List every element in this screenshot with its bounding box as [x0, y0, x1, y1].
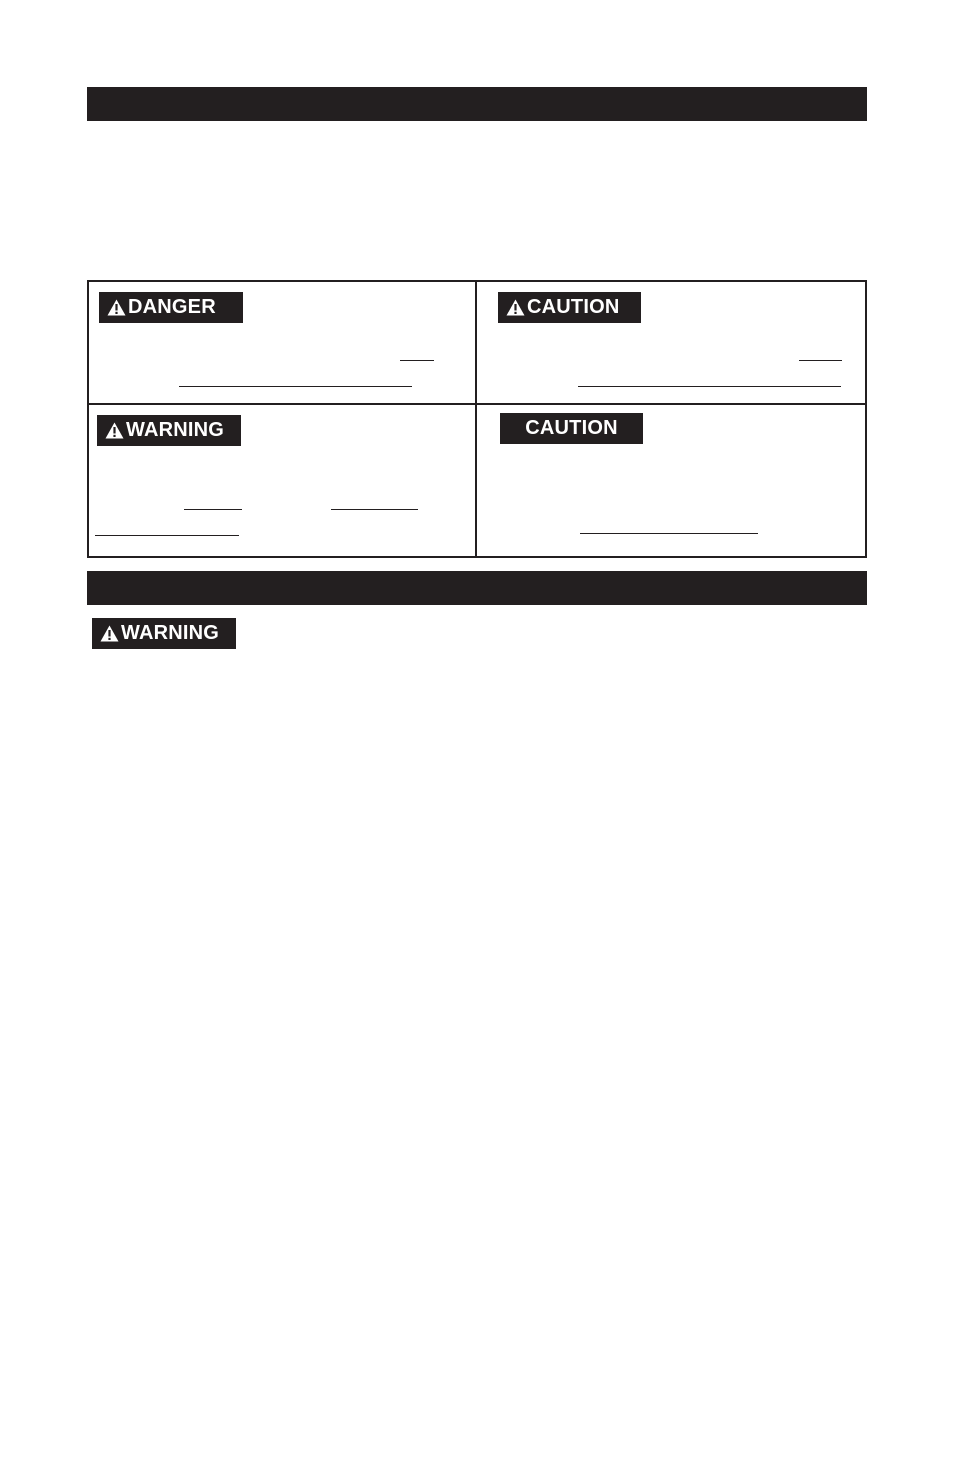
safety-warning-badge [92, 618, 236, 649]
alert-triangle-icon [107, 299, 126, 316]
table-divider-vertical [475, 282, 477, 556]
underline-mark [400, 360, 434, 361]
section-header-bar [87, 571, 867, 605]
warning-label: WARNING [126, 419, 225, 441]
caution-alert-label: CAUTION [527, 296, 620, 318]
underline-mark [184, 509, 242, 510]
section-header-bar [87, 87, 867, 121]
table-divider-horizontal [87, 403, 867, 405]
alert-triangle-icon [100, 625, 119, 642]
underline-mark [331, 509, 418, 510]
underline-mark [799, 360, 842, 361]
warning-badge [97, 415, 241, 446]
safety-warning-label: WARNING [121, 622, 220, 644]
danger-badge [99, 292, 243, 323]
underline-mark [580, 533, 758, 534]
underline-mark [179, 386, 412, 387]
caution-plain-badge [500, 413, 643, 444]
underline-mark [578, 386, 841, 387]
danger-label: DANGER [128, 296, 216, 318]
caution-plain-label: CAUTION [525, 417, 618, 439]
alert-triangle-icon [105, 422, 124, 439]
alert-triangle-icon [506, 299, 525, 316]
caution-alert-badge [498, 292, 641, 323]
underline-mark [95, 535, 239, 536]
